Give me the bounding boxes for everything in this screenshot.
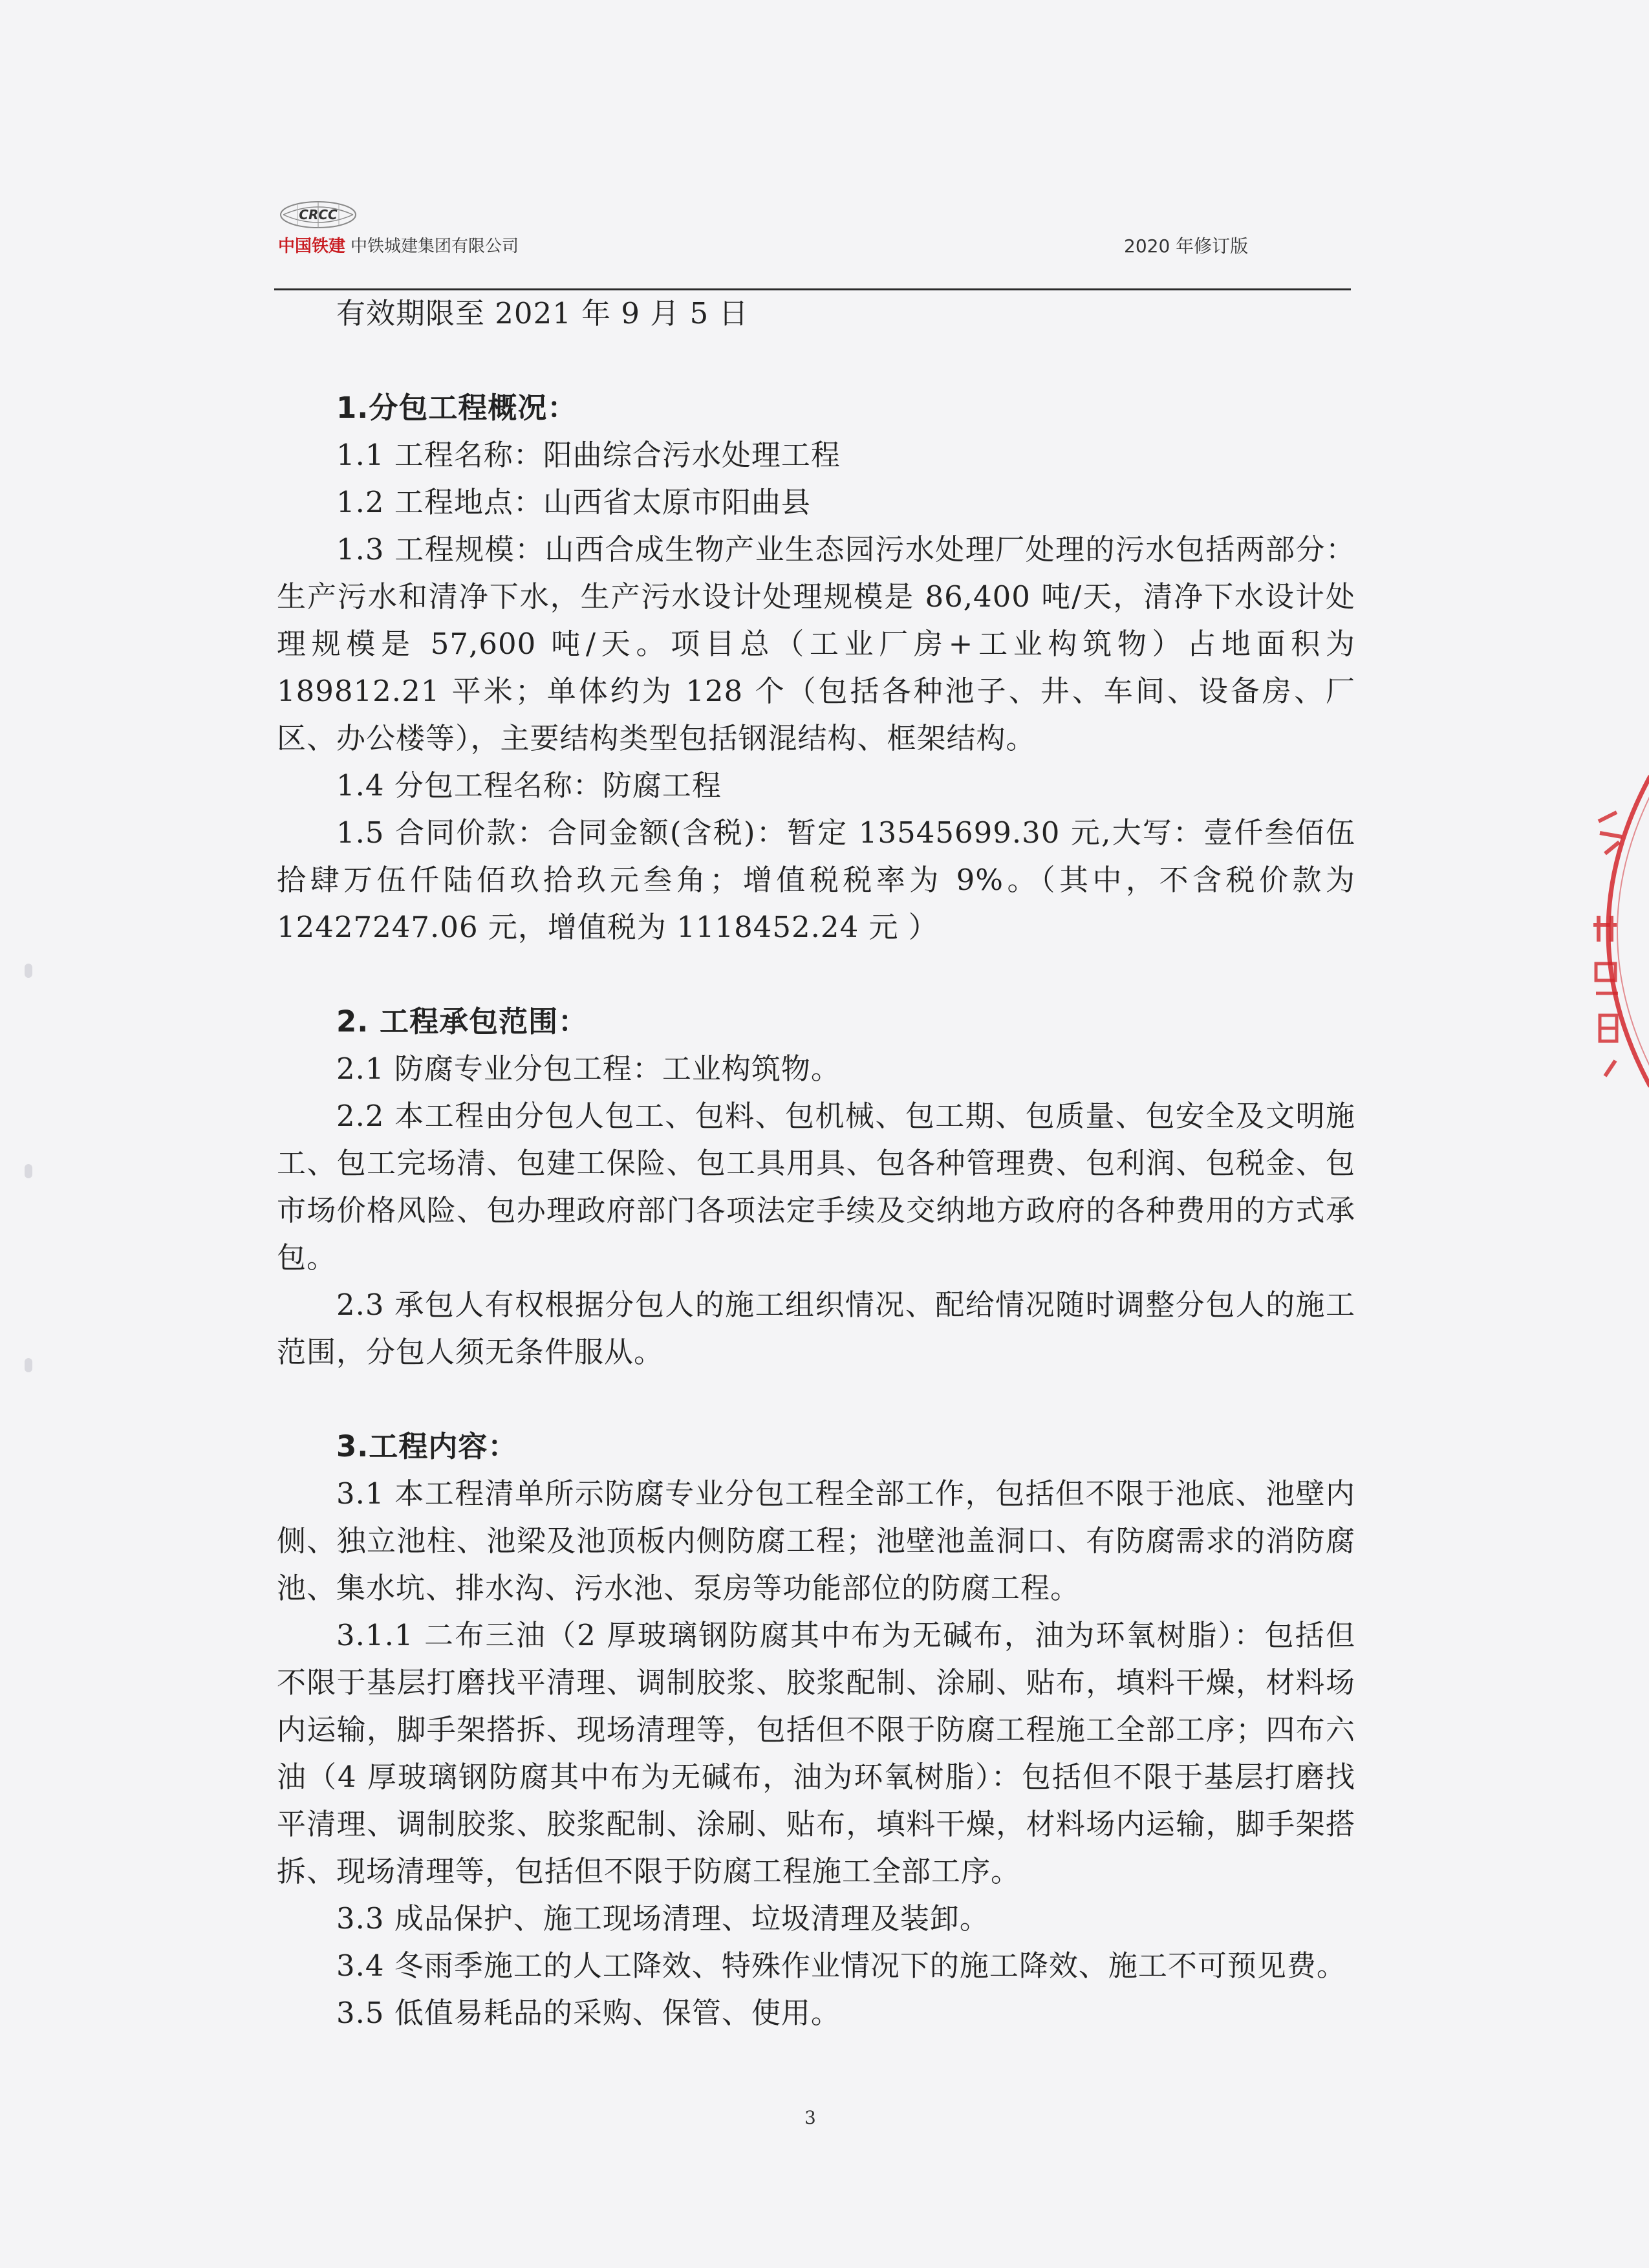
clause-3-3: 3.3 成品保护、施工现场清理、垃圾清理及装卸。	[336, 1901, 989, 1936]
header-company	[278, 235, 519, 257]
clause-2-3: 2.3 承包人有权根据分包人的施工组织情况、配给情况随时调整分包人的施工范围，分包人须无条件服从。	[277, 1288, 1355, 1369]
clause-2-1: 2.1 防腐专业分包工程：工业构筑物。	[336, 1052, 841, 1086]
section-3-heading: 3.工程内容：	[336, 1429, 518, 1463]
validity-line: 有效期限至 2021 年 9 月 5 日	[336, 296, 749, 330]
clause-1-2: 1.2 工程地点：山西省太原市阳曲县	[336, 485, 811, 519]
clause-1-1: 1.1 工程名称：阳曲综合污水处理工程	[336, 438, 841, 472]
crcc-logo	[278, 199, 362, 233]
edition-label: 2020 年修订版	[1124, 235, 1249, 257]
section-1-heading: 1.分包工程概况：	[336, 391, 577, 425]
page-number: 3	[804, 2107, 816, 2128]
clause-1-3: 1.3 工程规模：山西合成生物产业生态园污水处理厂处理的污水包括两部分：生产污水和清净下水，生产污水设计处理规模是 86,400 吨/天，清净下水设计处理规模是 57,600 吨/天。项目总（工业厂房+工业构筑物）占地面积为 189812.21 平米；单体约为 128 个（包括各种池子、井、车间、设备房、厂区、办公楼等），主要结构类型包括钢混结构、框架结构。	[277, 532, 1355, 755]
red-seal-stamp	[1553, 763, 1649, 1099]
clause-1-5: 1.5 合同价款：合同金额(含税)：暂定 13545699.30 元,大写：壹仟叁佰伍拾肆万伍仟陆佰玖拾玖元叁角；增值税税率为 9%。（其中，不含税价款为 12427247.06 元，增值税为 1118452.24 元 ）	[277, 815, 1355, 944]
clause-1-4: 1.4 分包工程名称：防腐工程	[336, 768, 722, 803]
document-body	[277, 290, 1355, 2036]
brand-name: 中国铁建	[278, 237, 346, 256]
crcc-logo-text: CRCC	[299, 207, 338, 222]
binding-hole	[25, 1358, 32, 1372]
clause-3-5: 3.5 低值易耗品的采购、保管、使用。	[336, 1996, 841, 2030]
binding-hole	[25, 1164, 32, 1178]
clause-3-1-1: 3.1.1 二布三油（2 厚玻璃钢防腐其中布为无碱布，油为环氧树脂）：包括但不限于基层打磨找平清理、调制胶浆、胶浆配制、涂刷、贴布，填料干燥，材料场内运输，脚手架搭拆、现场清理等，包括但不限于防腐工程施工全部工序；四布六油（4 厚玻璃钢防腐其中布为无碱布，油为环氧树脂）：包括但不限于基层打磨找平清理、调制胶浆、胶浆配制、涂刷、贴布，填料干燥，材料场内运输，脚手架搭拆、现场清理等，包括但不限于防腐工程施工全部工序。	[277, 1618, 1355, 1888]
clause-3-1: 3.1 本工程清单所示防腐专业分包工程全部工作，包括但不限于池底、池壁内侧、独立池柱、池梁及池顶板内侧防腐工程；池壁池盖洞口、有防腐需求的消防腐池、集水坑、排水沟、污水池、泵房等功能部位的防腐工程。	[277, 1476, 1355, 1605]
company-name: 中铁城建集团有限公司	[350, 237, 519, 256]
section-2-heading: 2. 工程承包范围：	[336, 1004, 588, 1039]
clause-2-2: 2.2 本工程由分包人包工、包料、包机械、包工期、包质量、包安全及文明施工、包工完场清、包建工保险、包工具用具、包各种管理费、包利润、包税金、包市场价格风险、包办理政府部门各项法定手续及交纳地方政府的各种费用的方式承包。	[277, 1099, 1355, 1275]
clause-3-4: 3.4 冬雨季施工的人工降效、特殊作业情况下的施工降效、施工不可预见费。	[336, 1949, 1346, 1983]
binding-hole	[25, 964, 32, 978]
